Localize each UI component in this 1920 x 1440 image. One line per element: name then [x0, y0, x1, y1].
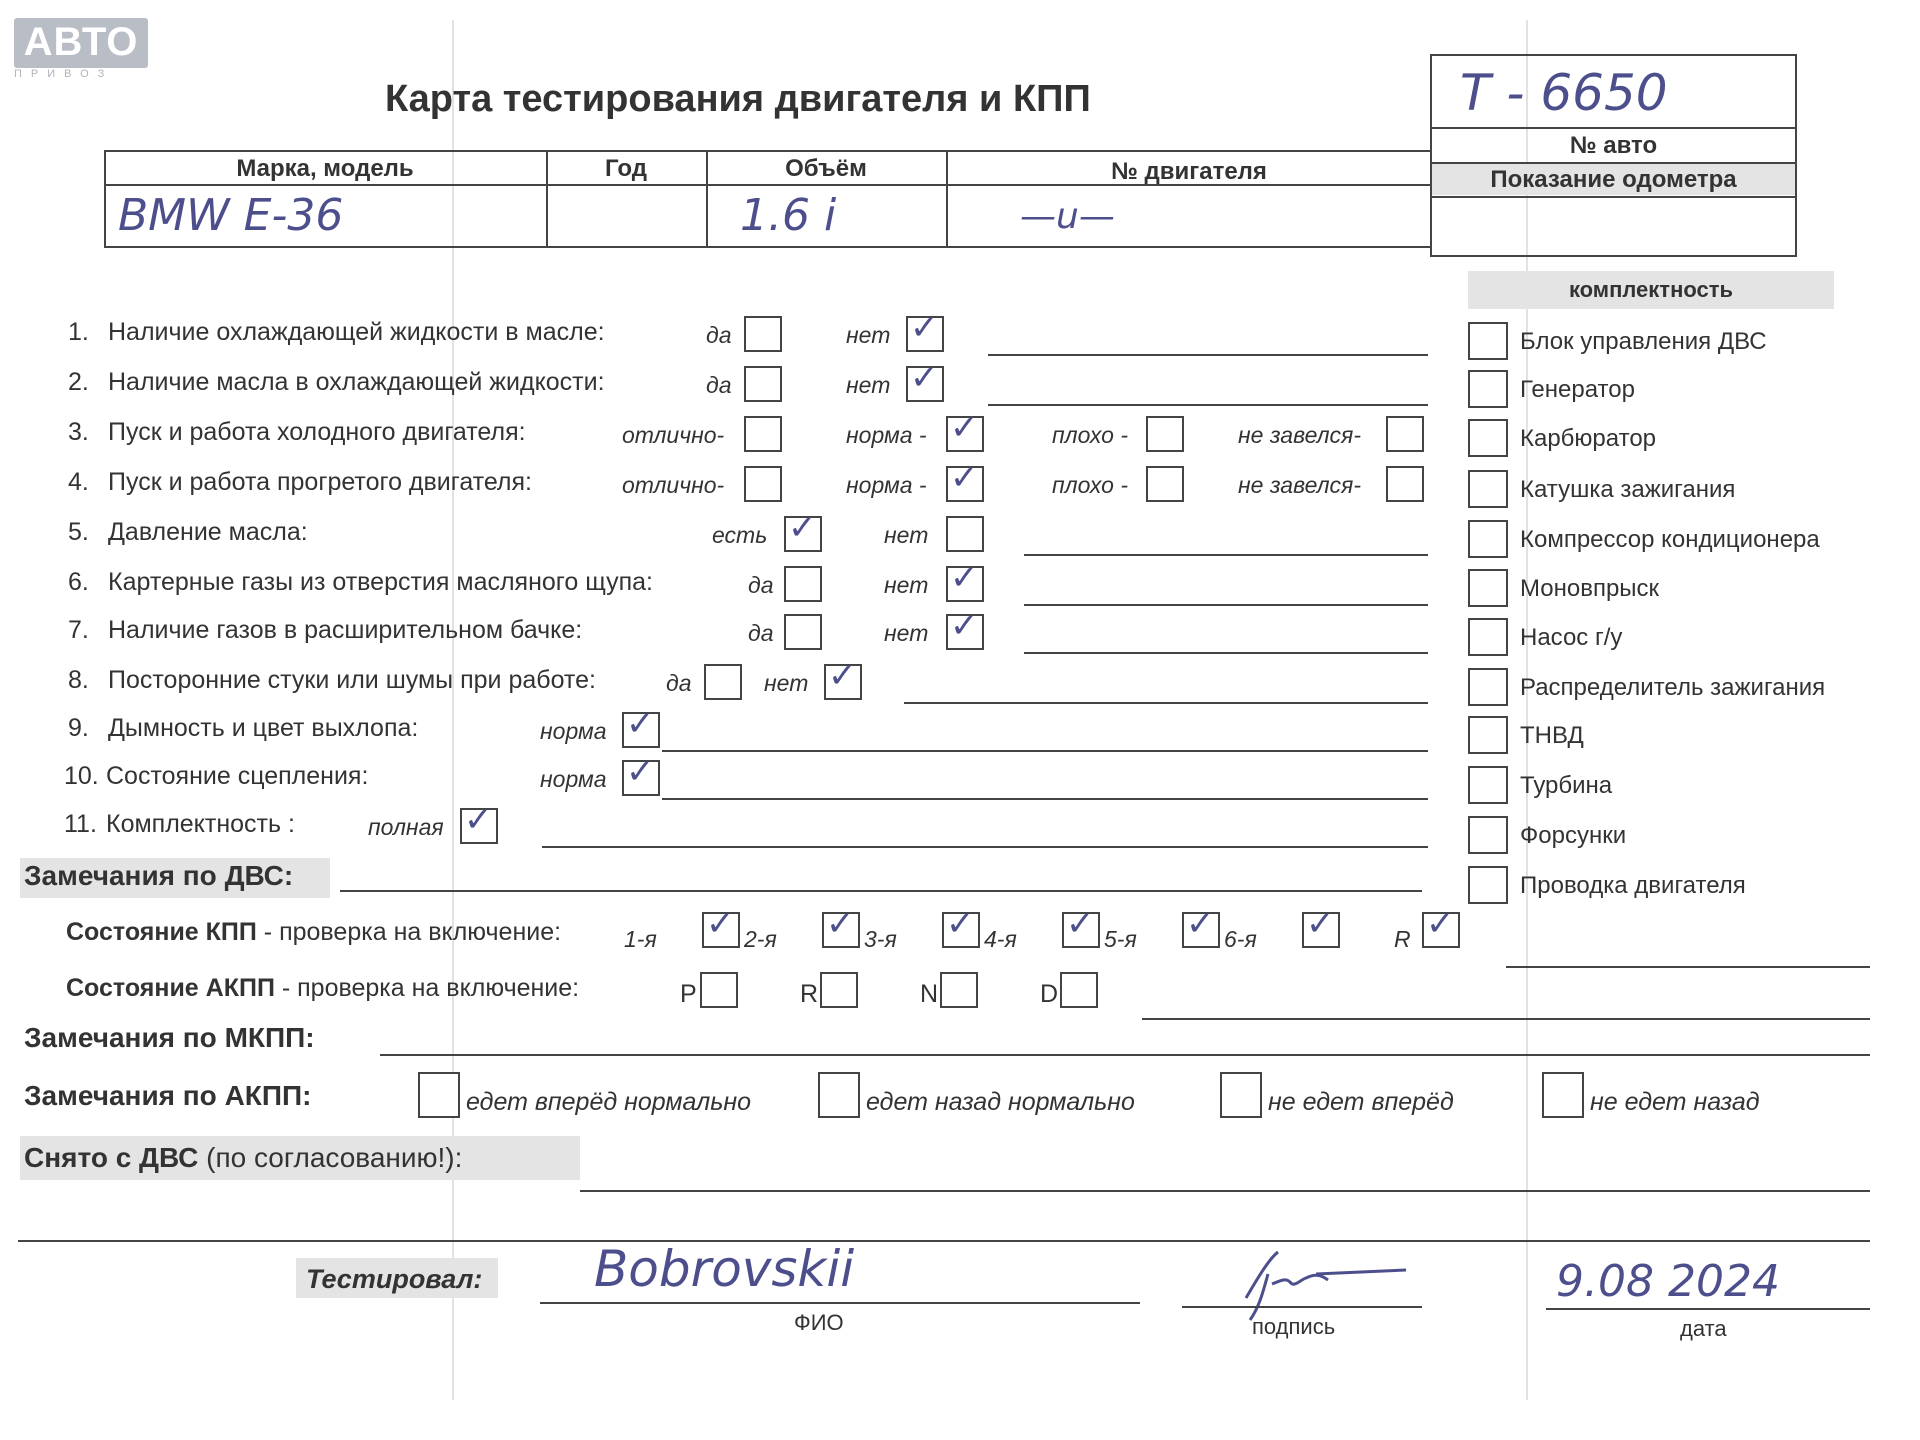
akpp-remark-checkbox[interactable]: [1542, 1072, 1584, 1118]
gear-label: 3-я: [864, 926, 897, 952]
akpp-remark-label: не едет вперёд: [1268, 1088, 1454, 1116]
signature-image: [1220, 1244, 1420, 1324]
akpp-remark-checkbox[interactable]: [1220, 1072, 1262, 1118]
answer-line[interactable]: [904, 702, 1428, 704]
option-label: норма: [540, 766, 607, 792]
question-text: Комплектность :: [106, 810, 295, 838]
completeness-checkbox[interactable]: [1468, 866, 1508, 904]
completeness-checkbox[interactable]: [1468, 419, 1508, 457]
completeness-item: Компрессор кондиционера: [1520, 526, 1820, 553]
completeness-item: Блок управления ДВС: [1520, 328, 1767, 355]
question-number: 6.: [68, 568, 89, 596]
option-label: да: [748, 572, 774, 598]
option-checkbox[interactable]: [460, 800, 498, 844]
option-checkbox[interactable]: [906, 308, 944, 352]
question-text: Пуск и работа прогретого двигателя:: [108, 468, 532, 496]
gear-label: 6-я: [1224, 926, 1257, 952]
engine-value: —ս—: [1020, 196, 1115, 237]
check-mark: ✓: [1306, 904, 1335, 944]
removed-label: [24, 1142, 462, 1174]
completeness-title: комплектность: [1568, 277, 1734, 302]
question-number: 1.: [68, 318, 89, 346]
question-text: Картерные газы из отверстия масляного щупа:: [108, 568, 653, 596]
page-title: Карта тестирования двигателя и КПП: [385, 78, 1091, 120]
akpp-remark-label: едет назад нормально: [866, 1088, 1135, 1116]
answer-line[interactable]: [662, 750, 1428, 752]
option-checkbox[interactable]: [824, 656, 862, 700]
date-value: 9.08 2024: [1556, 1256, 1780, 1307]
option-label: норма -: [846, 472, 927, 498]
option-checkbox[interactable]: [946, 606, 984, 650]
check-mark: ✓: [910, 308, 939, 348]
option-label: отлично-: [622, 422, 725, 448]
gear-checkbox[interactable]: [1302, 904, 1340, 948]
gear-checkbox[interactable]: [1182, 904, 1220, 948]
option-label: да: [706, 322, 732, 348]
akpp-mode-label: N: [920, 980, 939, 1008]
akpp-mode-checkbox[interactable]: [700, 972, 738, 1008]
question-text: Давление масла:: [108, 518, 308, 546]
option-checkbox[interactable]: [744, 316, 782, 352]
option-label: есть: [712, 522, 768, 548]
option-label: нет: [884, 572, 929, 598]
completeness-checkbox[interactable]: [1468, 716, 1508, 754]
option-label: плохо -: [1052, 422, 1128, 448]
completeness-checkbox[interactable]: [1468, 816, 1508, 854]
removed-line-2[interactable]: [18, 1240, 1870, 1242]
akpp-label-rest: - проверка на включение:: [274, 974, 580, 1002]
question-number: 7.: [68, 616, 89, 644]
removed-line[interactable]: [580, 1190, 1870, 1192]
question-text: Наличие газов в расширительном бачке:: [108, 616, 583, 644]
option-checkbox[interactable]: [784, 508, 822, 552]
akpp-mode-checkbox[interactable]: [1060, 972, 1098, 1008]
akpp-remark-checkbox[interactable]: [418, 1072, 460, 1118]
check-mark: ✓: [706, 904, 735, 944]
question-number: 5.: [68, 518, 89, 546]
remarks-mkpp-line[interactable]: [380, 1054, 1870, 1056]
fio-line[interactable]: [540, 1302, 1140, 1304]
option-label: да: [666, 670, 692, 696]
option-label: плохо -: [1052, 472, 1128, 498]
column-header-volume: Объём: [785, 155, 867, 182]
option-checkbox[interactable]: [1386, 466, 1424, 502]
kpp-line[interactable]: [1506, 966, 1870, 968]
tested-label: Тестировал:: [306, 1264, 483, 1294]
gear-checkbox[interactable]: [1422, 904, 1460, 948]
date-caption: дата: [1680, 1316, 1727, 1341]
completeness-item: Турбина: [1520, 772, 1613, 799]
answer-line[interactable]: [988, 354, 1428, 356]
gear-label: 1-я: [624, 926, 657, 952]
completeness-item: Катушка зажигания: [1520, 476, 1736, 503]
option-checkbox[interactable]: [1146, 416, 1184, 452]
completeness-checkbox[interactable]: [1468, 370, 1508, 408]
column-header-model: Марка, модель: [236, 155, 414, 182]
akpp-mode-label: R: [800, 980, 819, 1008]
remarks-akpp-label: Замечания по АКПП:: [24, 1080, 312, 1111]
divider: [1430, 127, 1797, 129]
check-mark: ✓: [826, 904, 855, 944]
option-label: да: [748, 620, 774, 646]
question-number: 10.: [64, 762, 99, 790]
question-number: 11.: [64, 810, 97, 838]
answer-line[interactable]: [1024, 604, 1428, 606]
fio-caption: ФИО: [794, 1310, 844, 1335]
option-label: норма: [540, 718, 607, 744]
avto-number-value: Т - 6650: [1460, 64, 1668, 122]
remarks-mkpp-label: Замечания по МКПП:: [24, 1022, 315, 1053]
question-text: Наличие масла в охлаждающей жидкости:: [108, 368, 605, 396]
option-checkbox[interactable]: [704, 664, 742, 700]
completeness-checkbox[interactable]: [1468, 618, 1508, 656]
check-mark: ✓: [950, 558, 979, 598]
check-mark: ✓: [464, 800, 493, 840]
akpp-remark-checkbox[interactable]: [818, 1072, 860, 1118]
check-mark: ✓: [950, 408, 979, 448]
completeness-item: ТНВД: [1520, 722, 1584, 749]
gear-checkbox[interactable]: [702, 904, 740, 948]
option-checkbox[interactable]: [946, 558, 984, 602]
option-checkbox[interactable]: [622, 752, 660, 796]
option-checkbox[interactable]: [744, 366, 782, 402]
option-checkbox[interactable]: [1146, 466, 1184, 502]
question-text: Состояние сцепления:: [106, 762, 369, 790]
check-mark: ✓: [1426, 904, 1455, 944]
question-number: 2.: [68, 368, 89, 396]
gear-checkbox[interactable]: [1062, 904, 1100, 948]
gear-label: R: [1394, 926, 1411, 952]
option-label: не завелся-: [1238, 422, 1362, 448]
question-number: 8.: [68, 666, 89, 694]
question-number: 4.: [68, 468, 89, 496]
gear-label: 5-я: [1104, 926, 1137, 952]
model-value: BMW E-36: [118, 190, 344, 241]
removed-label-rest: (по согласованию!):: [198, 1142, 463, 1173]
check-mark: ✓: [910, 358, 939, 398]
removed-label-bold: Снято с ДВС: [24, 1142, 199, 1173]
akpp-remark-label: едет вперёд нормально: [466, 1088, 752, 1116]
gear-label: 2-я: [744, 926, 777, 952]
akpp-remark-label: не едет назад: [1590, 1088, 1760, 1116]
avto-number-label: № авто: [1569, 132, 1658, 159]
completeness-item: Форсунки: [1520, 822, 1627, 849]
option-checkbox[interactable]: [946, 408, 984, 452]
option-checkbox[interactable]: [1386, 416, 1424, 452]
akpp-mode-label: P: [680, 980, 697, 1008]
check-mark: ✓: [626, 704, 655, 744]
akpp-line[interactable]: [1142, 1018, 1870, 1020]
column-header-year: Год: [605, 155, 647, 182]
akpp-label-bold: Состояние АКПП: [66, 974, 275, 1002]
completeness-checkbox[interactable]: [1468, 668, 1508, 706]
completeness-checkbox[interactable]: [1468, 569, 1508, 607]
question-text: Дымность и цвет выхлопа:: [108, 714, 419, 742]
fio-value: Bobrovskii: [594, 1240, 855, 1298]
signature-line[interactable]: [1182, 1306, 1422, 1308]
divider: [1430, 162, 1797, 164]
option-label: отлично-: [622, 472, 725, 498]
option-checkbox[interactable]: [744, 466, 782, 502]
option-label: не завелся-: [1238, 472, 1362, 498]
option-checkbox[interactable]: [622, 704, 660, 748]
remarks-dvs-label: Замечания по ДВС:: [24, 860, 294, 891]
option-label: нет: [764, 670, 809, 696]
option-checkbox[interactable]: [946, 458, 984, 502]
option-checkbox[interactable]: [784, 566, 822, 602]
completeness-checkbox[interactable]: [1468, 322, 1508, 360]
answer-line[interactable]: [1024, 554, 1428, 556]
check-mark: ✓: [626, 752, 655, 792]
volume-value: 1.6 i: [740, 190, 837, 241]
completeness-item: Моновпрыск: [1520, 575, 1660, 602]
option-checkbox[interactable]: [784, 614, 822, 650]
remarks-dvs-line[interactable]: [340, 890, 1422, 892]
option-label: полная: [368, 814, 444, 840]
check-mark: ✓: [1186, 904, 1215, 944]
kpp-label: [66, 918, 561, 947]
completeness-checkbox[interactable]: [1468, 520, 1508, 558]
kpp-label-bold: Состояние КПП: [66, 918, 257, 946]
completeness-item: Распределитель зажигания: [1520, 674, 1826, 701]
answer-line[interactable]: [988, 404, 1428, 406]
option-checkbox[interactable]: [946, 516, 984, 552]
check-mark: ✓: [950, 458, 979, 498]
completeness-checkbox[interactable]: [1468, 470, 1508, 508]
akpp-mode-label: D: [1040, 980, 1059, 1008]
kpp-label-rest: - проверка на включение:: [256, 918, 562, 946]
logo: АВТО: [14, 18, 148, 68]
akpp-mode-checkbox[interactable]: [820, 972, 858, 1008]
completeness-item: Карбюратор: [1520, 425, 1657, 452]
completeness-checkbox[interactable]: [1468, 766, 1508, 804]
gear-checkbox[interactable]: [822, 904, 860, 948]
check-mark: ✓: [828, 656, 857, 696]
answer-line[interactable]: [1024, 652, 1428, 654]
option-label: нет: [846, 322, 891, 348]
gear-checkbox[interactable]: [942, 904, 980, 948]
question-number: 3.: [68, 418, 89, 446]
date-line[interactable]: [1546, 1308, 1870, 1310]
question-number: 9.: [68, 714, 89, 742]
odometer-label: Показание одометра: [1490, 166, 1737, 193]
option-label: норма -: [846, 422, 927, 448]
option-label: нет: [846, 372, 891, 398]
completeness-item: Проводка двигателя: [1520, 872, 1746, 899]
option-label: нет: [884, 620, 929, 646]
question-text: Пуск и работа холодного двигателя:: [108, 418, 526, 446]
akpp-mode-checkbox[interactable]: [940, 972, 978, 1008]
option-label: да: [706, 372, 732, 398]
answer-line[interactable]: [662, 798, 1428, 800]
answer-line[interactable]: [542, 846, 1428, 848]
check-mark: ✓: [946, 904, 975, 944]
check-mark: ✓: [1066, 904, 1095, 944]
check-mark: ✓: [950, 606, 979, 646]
column-header-engine: № двигателя: [1111, 158, 1267, 185]
signature-caption: подпись: [1252, 1314, 1336, 1339]
completeness-item: Генератор: [1520, 376, 1635, 403]
option-checkbox[interactable]: [906, 358, 944, 402]
gear-label: 4-я: [984, 926, 1017, 952]
check-mark: ✓: [788, 508, 817, 548]
option-checkbox[interactable]: [744, 416, 782, 452]
completeness-item: Насос г/у: [1520, 624, 1623, 651]
akpp-label: [66, 974, 579, 1003]
question-text: Посторонние стуки или шумы при работе:: [108, 666, 596, 694]
divider: [1430, 196, 1797, 198]
question-text: Наличие охлаждающей жидкости в масле:: [108, 318, 605, 346]
option-label: нет: [884, 522, 929, 548]
logo-subtitle: ПРИВОЗ: [14, 68, 114, 80]
